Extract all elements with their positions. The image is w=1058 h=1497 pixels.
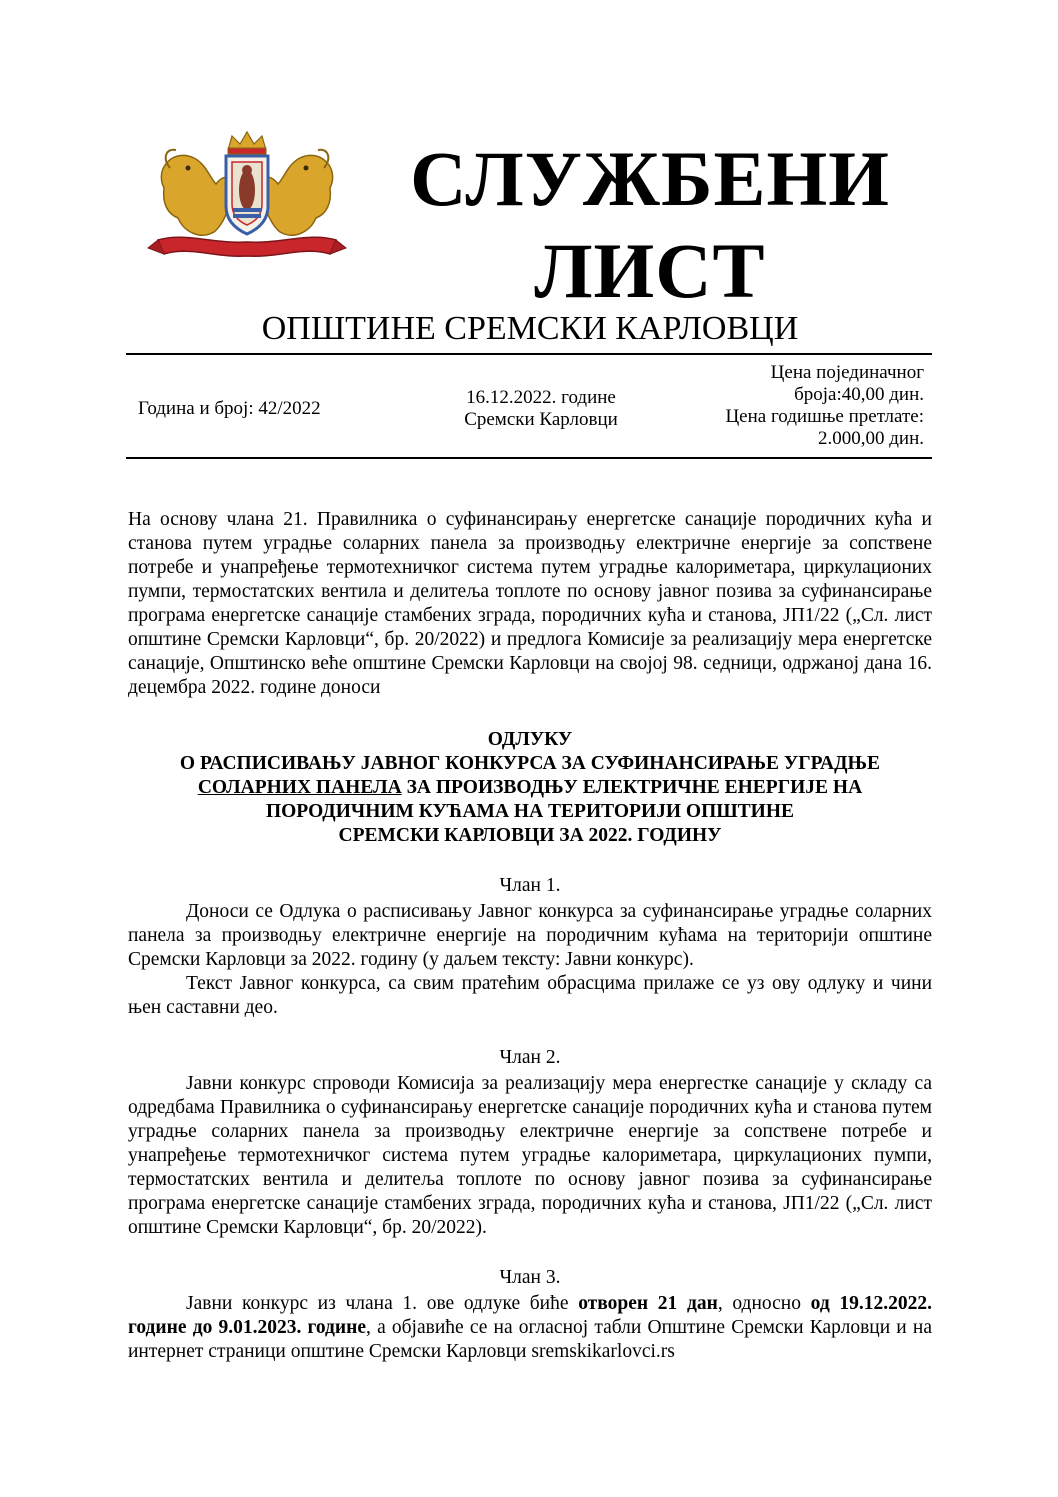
price-annual-line1: Цена годишње претлате:: [725, 406, 924, 427]
article3-heading: Члан 3.: [499, 1267, 561, 1288]
masthead-title-line2: ЛИСТ: [534, 227, 766, 314]
article2-body: [128, 1072, 932, 1240]
coat-of-arms-emblem: [144, 128, 350, 268]
article2-heading: Члан 2.: [499, 1047, 561, 1068]
header-divider-bottom: [126, 457, 932, 459]
masthead-subtitle: ОПШТИНЕ СРЕМСКИ КАРЛОВЦИ: [261, 310, 799, 347]
article1-paragraph2: Текст Јавног конкурса, са свим пратећим обрасцима прилаже се уз ову одлуку и чини њен саставни део.: [128, 973, 932, 1018]
header-divider-top: [126, 353, 932, 355]
decision-title-line3-rest: ЗА ПРОИЗВОДЊУ ЕЛЕКТРИЧНЕ ЕНЕРГИЈЕ НА: [401, 777, 863, 798]
article3-bold-dates: од 19.12.2022. године до 9.01.2023. године: [128, 1293, 932, 1338]
article3-bold-duration: отворен 21 дан: [578, 1293, 718, 1314]
decision-title: [128, 728, 932, 848]
article1-paragraph1: Доноси се Одлука о расписивању Јавног конкурса за суфинансирање уградње соларних панела за производњу електричне енергије на породичним кућама на територији општине Сремски Карловци за 2022. годину (у даљем тексту: Јавни конкурс).: [128, 901, 932, 970]
decision-title-line1: ОДЛУКУ: [487, 729, 573, 750]
issue-date-place: [430, 387, 652, 431]
article2-paragraph1: Јавни конкурс спроводи Комисија за реализацију мера енергестке санације у складу са одредбама Правилника о суфинансирању енергетске санације породичних кућа и станова путем уградње соларних панела за производњу електричне енергије за сопствене потребе и унапређење термотехничког система путем уградње калориметара, циркулационих пумпи, термостатских вентила и делитеља топлоте по основу јавног позива за суфинансирање програма енергетске санације стамбених зграда, породичних кућа и станова, ЈП1/22 („Сл. лист општине Сремски Карловци“, бр. 20/2022).: [128, 1073, 932, 1238]
article1-body: [128, 900, 932, 1020]
issue-prices: [650, 362, 924, 450]
article3-text2: , односно: [717, 1293, 811, 1314]
article3-text1: Јавни конкурс из члана 1. ове одлуке биће: [186, 1293, 579, 1314]
article1-heading: Члан 1.: [499, 875, 561, 896]
price-single-line1: Цена појединачног: [770, 362, 924, 383]
article3-paragraph1: [128, 1292, 932, 1364]
decision-title-line4: ПОРОДИЧНИМ КУЋАМА НА ТЕРИТОРИЈИ ОПШТИНЕ: [265, 801, 795, 822]
decision-title-underlined: СОЛАРНИХ ПАНЕЛА: [197, 777, 402, 798]
article3-body: [128, 1292, 932, 1364]
masthead-title-line1: СЛУЖБЕНИ: [410, 135, 890, 222]
intro-paragraph: На основу члана 21. Правилника о суфинансирању енергетске санације породичних кућа и станова путем уградње соларних панела за производњу електричне енергије за сопствене потребе и унапређење термотехничког система путем уградње калориметара, циркулационих пумпи, термостатских вентила и делитеља топлоте по основу јавног позива за суфинансирање програма енергетске санације стамбених зграда, породичних кућа и станова, ЈП1/22 („Сл. лист општине Сремски Карловци“, бр. 20/2022) и предлога Комисије за реализацију мера енергетске санације, Општинско веће општине Сремски Карловци на својој 98. седници, одржаној дана 16. децембра 2022. године доноси: [128, 509, 932, 698]
issue-place: Сремски Карловци: [464, 409, 618, 430]
issue-year-number: Година и број: 42/2022: [138, 398, 321, 419]
decision-title-line2: О РАСПИСИВАЊУ ЈАВНОГ КОНКУРСА ЗА СУФИНАНСИРАЊЕ УГРАДЊЕ: [179, 753, 881, 774]
decision-title-line3: [128, 776, 932, 800]
article3-text3: , а објавиће се на огласној табли Општине Сремски Карловци и на интернет страници општине Сремски Карловци sremskikarlovci.rs: [128, 1317, 932, 1362]
issue-date: 16.12.2022. године: [466, 387, 616, 408]
price-single-line2: броја:40,00 дин.: [794, 384, 924, 405]
decision-title-line5: СРЕМСКИ КАРЛОВЦИ ЗА 2022. ГОДИНУ: [338, 825, 722, 846]
price-annual-line2: 2.000,00 дин.: [817, 428, 924, 449]
